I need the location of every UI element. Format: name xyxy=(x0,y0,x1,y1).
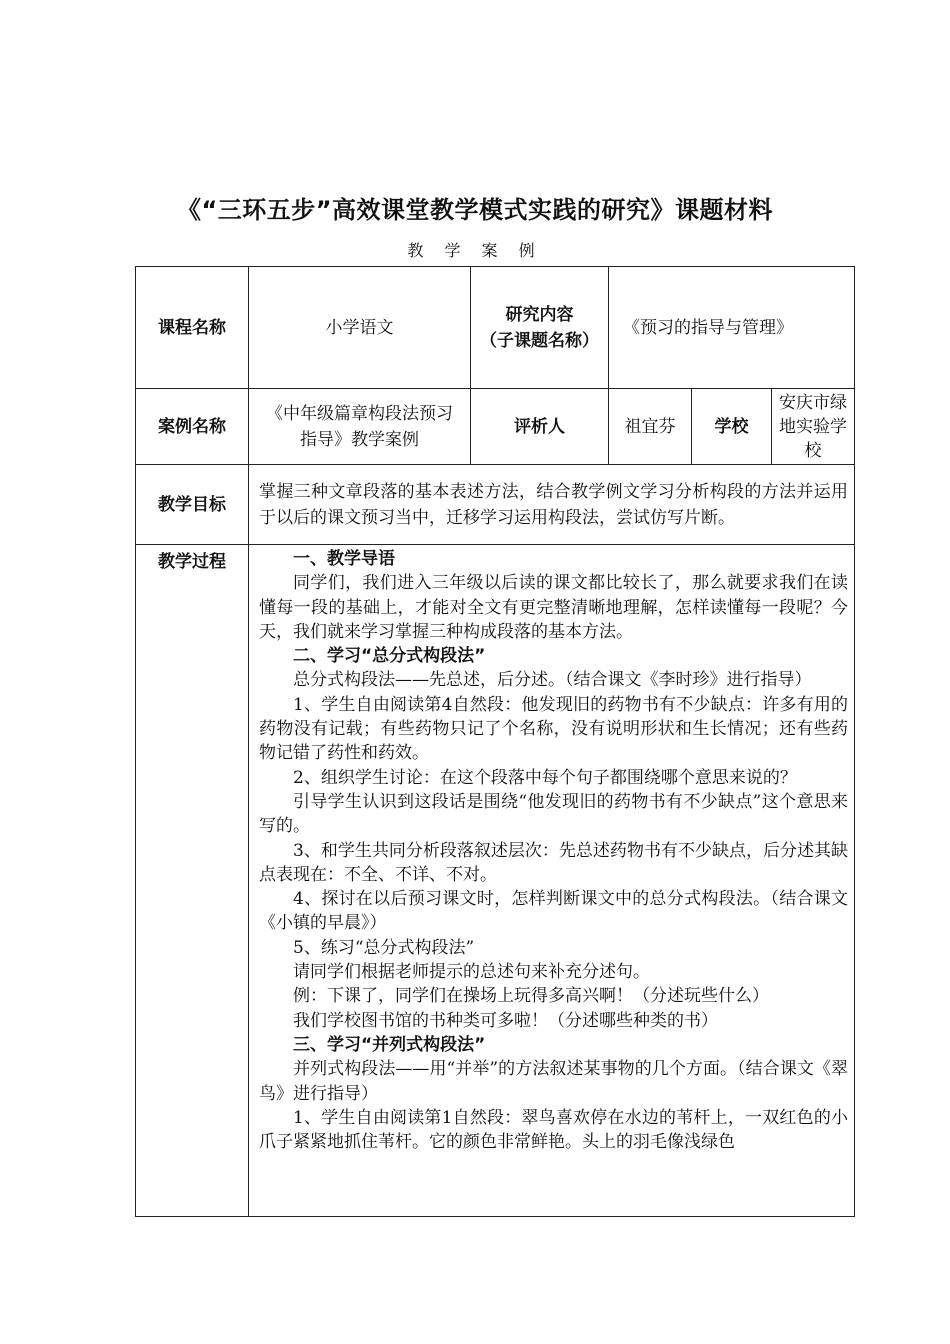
process-heading: 二、学习“总分式构段法” xyxy=(293,646,486,667)
process-content xyxy=(249,545,855,1217)
process-paragraph: 4、探讨在以后预习课文时，怎样判断课文中的总分式构段法。（结合课文《小镇的早晨》） xyxy=(259,889,849,934)
research-label xyxy=(471,267,609,389)
process-paragraph: 引导学生认识到这段话是围绕“他发现旧的药物书有不少缺点”这个意思来写的。 xyxy=(259,791,849,837)
row-course xyxy=(136,267,855,389)
document-title: 《“三环五步”高效课堂教学模式实践的研究》课题材料 xyxy=(176,196,774,224)
case-value: 《中年级篇章构段法预习指导》教学案例 xyxy=(249,389,471,465)
research-label-line1: 研究内容 xyxy=(505,304,574,325)
reviewer-label: 评析人 xyxy=(471,389,609,465)
process-paragraph: 3、和学生共同分析段落叙述层次：先总述药物书有不少缺点，后分述其缺点表现在：不全、不详、不对。 xyxy=(259,840,849,885)
process-paragraph: 总分式构段法——先总述，后分述。（结合课文《李时珍》进行指导） xyxy=(293,670,812,691)
process-paragraph: 2、组织学生讨论：在这个段落中每个句子都围绕哪个意思来说的？ xyxy=(293,767,797,788)
row-goal xyxy=(136,465,855,545)
school-value: 安庆市绿地实验学校 xyxy=(772,389,855,465)
goal-label: 教学目标 xyxy=(136,465,249,545)
process-paragraph: 5、练习“总分式构段法” xyxy=(293,937,475,958)
course-label: 课程名称 xyxy=(136,267,249,389)
process-heading: 一、教学导语 xyxy=(293,549,395,569)
goal-value: 掌握三种文章段落的基本表述方法，结合教学例文学习分析构段的方法并运用于以后的课文预习当中，迁移学习运用构段法，尝试仿写片断。 xyxy=(249,465,855,545)
process-heading: 三、学习“并列式构段法” xyxy=(293,1034,486,1055)
row-case xyxy=(136,389,855,465)
school-label: 学校 xyxy=(692,389,772,465)
case-table xyxy=(135,266,855,1217)
reviewer-value: 祖宜芬 xyxy=(609,389,692,465)
process-paragraph: 同学们，我们进入三年级以后读的课文都比较长了，那么就要求我们在读懂每一段的基础上，才能对全文有更完整清晰地理解，怎样读懂每一段呢？今天，我们就来学习掌握三种构成段落的基本方法。 xyxy=(259,573,849,642)
research-value: 《预习的指导与管理》 xyxy=(609,267,855,389)
process-paragraph: 请同学们根据老师提示的总述句来补充分述句。 xyxy=(293,962,650,983)
process-paragraph: 1、学生自由阅读第4自然段：他发现旧的药物书有不少缺点：许多有用的药物没有记载；有些药物只记了个名称，没有说明形状和生长情况；还有些药物记错了药性和药效。 xyxy=(259,694,849,764)
process-paragraph: 并列式构段法——用“并举”的方法叙述某事物的几个方面。（结合课文《翠鸟》进行指导） xyxy=(259,1059,849,1104)
research-label-line2: （子课题名称） xyxy=(480,330,599,351)
row-process xyxy=(136,545,855,1217)
case-label: 案例名称 xyxy=(136,389,249,465)
process-paragraph: 我们学校图书馆的书种类可多啦！（分述哪些种类的书） xyxy=(293,1010,718,1031)
course-value: 小学语文 xyxy=(249,267,471,389)
process-paragraph: 1、学生自由阅读第1自然段：翠鸟喜欢停在水边的苇杆上，一双红色的小爪子紧紧地抓住苇杆。它的颜色非常鲜艳。头上的羽毛像浅绿色 xyxy=(259,1107,849,1153)
process-body xyxy=(259,547,848,1154)
process-label: 教学过程 xyxy=(136,545,249,1217)
document-subtitle: 教 学 案 例 xyxy=(407,241,543,260)
process-paragraph: 例：下课了，同学们在操场上玩得多高兴啊！（分述玩些什么） xyxy=(293,986,769,1007)
